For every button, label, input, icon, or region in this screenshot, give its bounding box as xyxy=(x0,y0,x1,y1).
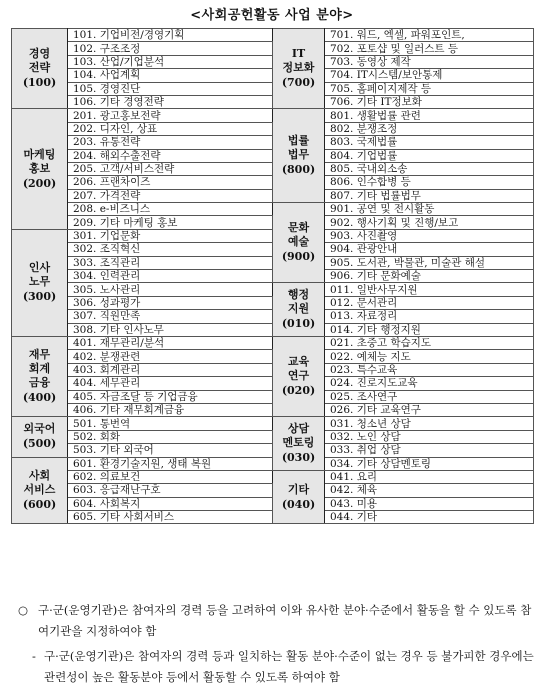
category-name: 교육 연구 xyxy=(287,355,310,383)
activity-item: 403. 회계관리 xyxy=(68,363,273,376)
category-name: 행정 지원 xyxy=(287,288,310,316)
activity-item: 405. 자금조달 등 기업금융 xyxy=(68,390,273,403)
table-row xyxy=(12,417,534,430)
activity-item: 903. 사진촬영 xyxy=(325,229,534,242)
activity-item: 203. 유통전략 xyxy=(68,136,273,149)
category-code: (020) xyxy=(281,384,316,398)
activity-item: 803. 국제법률 xyxy=(325,136,534,149)
category-200 xyxy=(12,109,68,230)
activity-item: 906. 기타 문화예술 xyxy=(325,270,534,283)
activity-item: 402. 분쟁관련 xyxy=(68,350,273,363)
activity-item: 026. 기타 교육연구 xyxy=(325,403,534,416)
category-030 xyxy=(273,417,325,471)
table-row xyxy=(12,283,534,296)
activity-item: 602. 의료보건 xyxy=(68,470,273,483)
activity-item: 101. 기업비전/경영기획 xyxy=(68,29,273,42)
activity-item: 703. 동영상 제작 xyxy=(325,55,534,68)
activity-item: 033. 취업 상담 xyxy=(325,444,534,457)
activity-item: 013. 자료정리 xyxy=(325,310,534,323)
category-name: 외국어 xyxy=(23,422,56,436)
category-600 xyxy=(12,457,68,524)
category-name: 기타 xyxy=(287,482,310,496)
activity-item: 904. 관광안내 xyxy=(325,243,534,256)
category-code: (030) xyxy=(281,451,316,465)
category-700 xyxy=(273,29,325,109)
activity-item: 706. 기타 IT정보화 xyxy=(325,95,534,108)
activity-item: 603. 응급재난구호 xyxy=(68,484,273,497)
category-code: (500) xyxy=(22,437,57,451)
note-main xyxy=(14,600,536,642)
category-name: 문화 예술 xyxy=(287,221,310,249)
activity-item: 025. 조사연구 xyxy=(325,390,534,403)
activity-item: 601. 환경기술지원, 생태 복원 xyxy=(68,457,273,470)
activity-item: 705. 홈페이지제작 등 xyxy=(325,82,534,95)
activity-item: 032. 노인 상담 xyxy=(325,430,534,443)
activity-item: 704. IT시스템/보안통제 xyxy=(325,69,534,82)
activity-item: 104. 사업계획 xyxy=(68,69,273,82)
activity-item: 014. 기타 행정지원 xyxy=(325,323,534,336)
category-020 xyxy=(273,336,325,416)
activity-item: 702. 포토샵 및 일러스트 등 xyxy=(325,42,534,55)
activity-item: 905. 도서관, 박물관, 미술관 해설 xyxy=(325,256,534,269)
category-010 xyxy=(273,283,325,337)
activity-item: 207. 가격전략 xyxy=(68,189,273,202)
activity-item: 303. 조직관리 xyxy=(68,256,273,269)
activity-item: 501. 통번역 xyxy=(68,417,273,430)
note-sub xyxy=(14,646,536,688)
table-row xyxy=(12,336,534,349)
category-800 xyxy=(273,109,325,203)
category-name: 법률 법무 xyxy=(287,134,310,162)
category-040 xyxy=(273,470,325,524)
table-row xyxy=(12,203,534,216)
category-name: 마케팅 홍보 xyxy=(23,147,56,175)
activity-item: 306. 성과평가 xyxy=(68,296,273,309)
activity-field-table xyxy=(11,28,534,524)
activity-item: 043. 미용 xyxy=(325,497,534,510)
category-100 xyxy=(12,29,68,109)
activity-item: 209. 기타 마케팅 홍보 xyxy=(68,216,273,229)
activity-item: 102. 구조조정 xyxy=(68,42,273,55)
activity-item: 202. 디자인, 상표 xyxy=(68,122,273,135)
category-code: (800) xyxy=(281,163,316,177)
activity-item: 806. 인수합병 등 xyxy=(325,176,534,189)
activity-item: 804. 기업법률 xyxy=(325,149,534,162)
category-name: 사회 서비스 xyxy=(23,468,56,496)
category-code: (200) xyxy=(22,176,57,190)
activity-item: 503. 기타 외국어 xyxy=(68,444,273,457)
activity-item: 901. 공연 및 전시활동 xyxy=(325,203,534,216)
activity-item: 605. 기타 사회서비스 xyxy=(68,511,273,524)
activity-item: 802. 분쟁조정 xyxy=(325,122,534,135)
activity-item: 042. 체육 xyxy=(325,484,534,497)
dash-bullet: - xyxy=(32,649,36,663)
activity-item: 406. 기타 재무회계금융 xyxy=(68,403,273,416)
activity-item: 604. 사회복지 xyxy=(68,497,273,510)
table-row xyxy=(12,109,534,122)
category-500 xyxy=(12,417,68,457)
category-name: 인사 노무 xyxy=(28,261,51,289)
activity-item: 302. 조직혁신 xyxy=(68,243,273,256)
activity-item: 401. 재무관리/분석 xyxy=(68,336,273,349)
activity-item: 106. 기타 경영전략 xyxy=(68,95,273,108)
activity-item: 044. 기타 xyxy=(325,511,534,524)
activity-item: 012. 문서관리 xyxy=(325,296,534,309)
category-900 xyxy=(273,203,325,283)
activity-item: 308. 기타 인사노무 xyxy=(68,323,273,336)
table-row xyxy=(12,470,534,483)
activity-item: 105. 경영진단 xyxy=(68,82,273,95)
activity-item: 807. 기타 법률법무 xyxy=(325,189,534,202)
activity-item: 022. 예체능 지도 xyxy=(325,350,534,363)
activity-item: 201. 광고홍보전략 xyxy=(68,109,273,122)
activity-item: 034. 기타 상담멘토링 xyxy=(325,457,534,470)
activity-item: 404. 세무관리 xyxy=(68,377,273,390)
note-main-text: 구·군(운영기관)은 참여자의 경력 등을 고려하여 이와 유사한 분야·수준에서 활동을 할 수 있도록 참여기관을 지정하여야 함 xyxy=(38,603,532,638)
category-code: (100) xyxy=(22,76,57,90)
category-code: (010) xyxy=(281,317,316,331)
activity-item: 701. 워드, 엑셀, 파워포인트, xyxy=(325,29,534,42)
activity-item: 031. 청소년 상담 xyxy=(325,417,534,430)
category-code: (400) xyxy=(22,391,57,405)
activity-item: 502. 회화 xyxy=(68,430,273,443)
notes-section xyxy=(14,600,536,688)
category-code: (700) xyxy=(281,76,316,90)
category-name: 재무 회계 금융 xyxy=(28,348,51,390)
category-300 xyxy=(12,229,68,336)
activity-item: 023. 특수교육 xyxy=(325,363,534,376)
activity-item: 305. 노사관리 xyxy=(68,283,273,296)
activity-item: 024. 진로지도교육 xyxy=(325,377,534,390)
activity-item: 204. 해외수출전략 xyxy=(68,149,273,162)
category-400 xyxy=(12,336,68,416)
activity-item: 801. 생활법률 관련 xyxy=(325,109,534,122)
activity-item: 208. e-비즈니스 xyxy=(68,203,273,216)
category-code: (040) xyxy=(281,497,316,511)
category-code: (900) xyxy=(281,250,316,264)
document-title: <사회공헌활동 사업 분야> xyxy=(190,8,354,23)
activity-item: 103. 산업/기업분석 xyxy=(68,55,273,68)
activity-item: 805. 국내외소송 xyxy=(325,162,534,175)
category-name: 상담 멘토링 xyxy=(282,422,315,450)
activity-item: 021. 초중고 학습지도 xyxy=(325,336,534,349)
activity-item: 011. 일반사무지원 xyxy=(325,283,534,296)
category-name: IT 정보화 xyxy=(282,47,315,75)
category-name: 경영 전략 xyxy=(28,47,51,75)
activity-item: 301. 기업문화 xyxy=(68,229,273,242)
activity-item: 307. 직원만족 xyxy=(68,310,273,323)
note-sub-text: 구·군(운영기관)은 참여자의 경력 등과 일치하는 활동 분야·수준이 없는 경우 등 불가피한 경우에는 관련성이 높은 활동분야 등에서 활동할 수 있도록 하여야 함 xyxy=(44,649,534,684)
activity-item: 206. 프랜차이즈 xyxy=(68,176,273,189)
category-code: (300) xyxy=(22,290,57,304)
circle-bullet-icon: ○ xyxy=(18,603,29,617)
activity-item: 041. 요리 xyxy=(325,470,534,483)
table-row xyxy=(12,29,534,42)
category-code: (600) xyxy=(22,497,57,511)
activity-item: 304. 인력관리 xyxy=(68,270,273,283)
activity-item: 205. 고객/서비스전략 xyxy=(68,162,273,175)
activity-item: 902. 행사기획 및 진행/보고 xyxy=(325,216,534,229)
